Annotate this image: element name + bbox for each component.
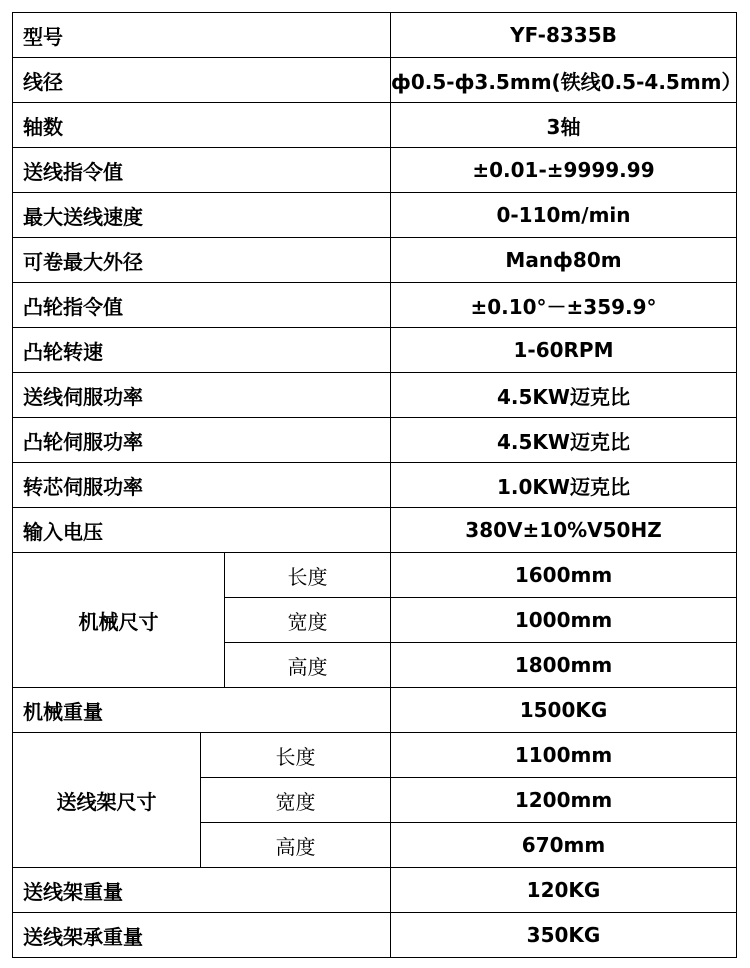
- row-value: ф0.5-ф3.5mm(铁线0.5-4.5mm）: [391, 58, 737, 103]
- row-label: 送线指令值: [13, 148, 391, 193]
- table-row: [13, 508, 737, 553]
- table-row: [13, 913, 737, 958]
- table-row: [13, 868, 737, 913]
- table-row: [13, 463, 737, 508]
- row-label: 型号: [13, 13, 391, 58]
- rack-width-label: 宽度: [201, 778, 391, 823]
- row-value: 1.0KW迈克比: [391, 463, 737, 508]
- machine-length-value: 1600mm: [391, 553, 737, 598]
- rack-height-label: 高度: [201, 823, 391, 868]
- row-value: Manф80m: [391, 238, 737, 283]
- rack-weight-label: 送线架重量: [13, 868, 391, 913]
- row-label: 凸轮伺服功率: [13, 418, 391, 463]
- row-label: 轴数: [13, 103, 391, 148]
- row-value: 380V±10%V50HZ: [391, 508, 737, 553]
- table-row: [13, 283, 737, 328]
- machine-height-value: 1800mm: [391, 643, 737, 688]
- table-row: [13, 373, 737, 418]
- row-label: 线径: [13, 58, 391, 103]
- rack-width-value: 1200mm: [391, 778, 737, 823]
- row-label: 转芯伺服功率: [13, 463, 391, 508]
- table-row: [13, 553, 737, 598]
- rack-load-label: 送线架承重量: [13, 913, 391, 958]
- row-label: 输入电压: [13, 508, 391, 553]
- row-value: 4.5KW迈克比: [391, 418, 737, 463]
- rack-load-value: 350KG: [391, 913, 737, 958]
- machine-weight-label: 机械重量: [13, 688, 391, 733]
- table-row: [13, 418, 737, 463]
- row-value: 1-60RPM: [391, 328, 737, 373]
- rack-height-value: 670mm: [391, 823, 737, 868]
- row-label: 凸轮指令值: [13, 283, 391, 328]
- rack-length-label: 长度: [201, 733, 391, 778]
- machine-length-label: 长度: [225, 553, 391, 598]
- table-row: [13, 328, 737, 373]
- table-row: [13, 688, 737, 733]
- row-label: 可卷最大外径: [13, 238, 391, 283]
- table-row: [13, 58, 737, 103]
- table-row: [13, 193, 737, 238]
- table-row: [13, 238, 737, 283]
- row-label: 送线伺服功率: [13, 373, 391, 418]
- table-row: [13, 148, 737, 193]
- rack-weight-value: 120KG: [391, 868, 737, 913]
- machine-width-label: 宽度: [225, 598, 391, 643]
- machine-height-label: 高度: [225, 643, 391, 688]
- row-value: ±0.01-±9999.99: [391, 148, 737, 193]
- row-value: 3轴: [391, 103, 737, 148]
- spec-table: [12, 12, 742, 958]
- machine-size-label: 机械尺寸: [13, 553, 225, 688]
- machine-weight-value: 1500KG: [391, 688, 737, 733]
- machine-width-value: 1000mm: [391, 598, 737, 643]
- rack-size-label: 送线架尺寸: [13, 733, 201, 868]
- row-value: ±0.10°－±359.9°: [391, 283, 737, 328]
- row-value: 4.5KW迈克比: [391, 373, 737, 418]
- table-row: [13, 103, 737, 148]
- row-value: YF-8335B: [391, 13, 737, 58]
- table-row: [13, 733, 737, 778]
- rack-length-value: 1100mm: [391, 733, 737, 778]
- row-value: 0-110m/min: [391, 193, 737, 238]
- table-row: [13, 13, 737, 58]
- row-label: 最大送线速度: [13, 193, 391, 238]
- row-label: 凸轮转速: [13, 328, 391, 373]
